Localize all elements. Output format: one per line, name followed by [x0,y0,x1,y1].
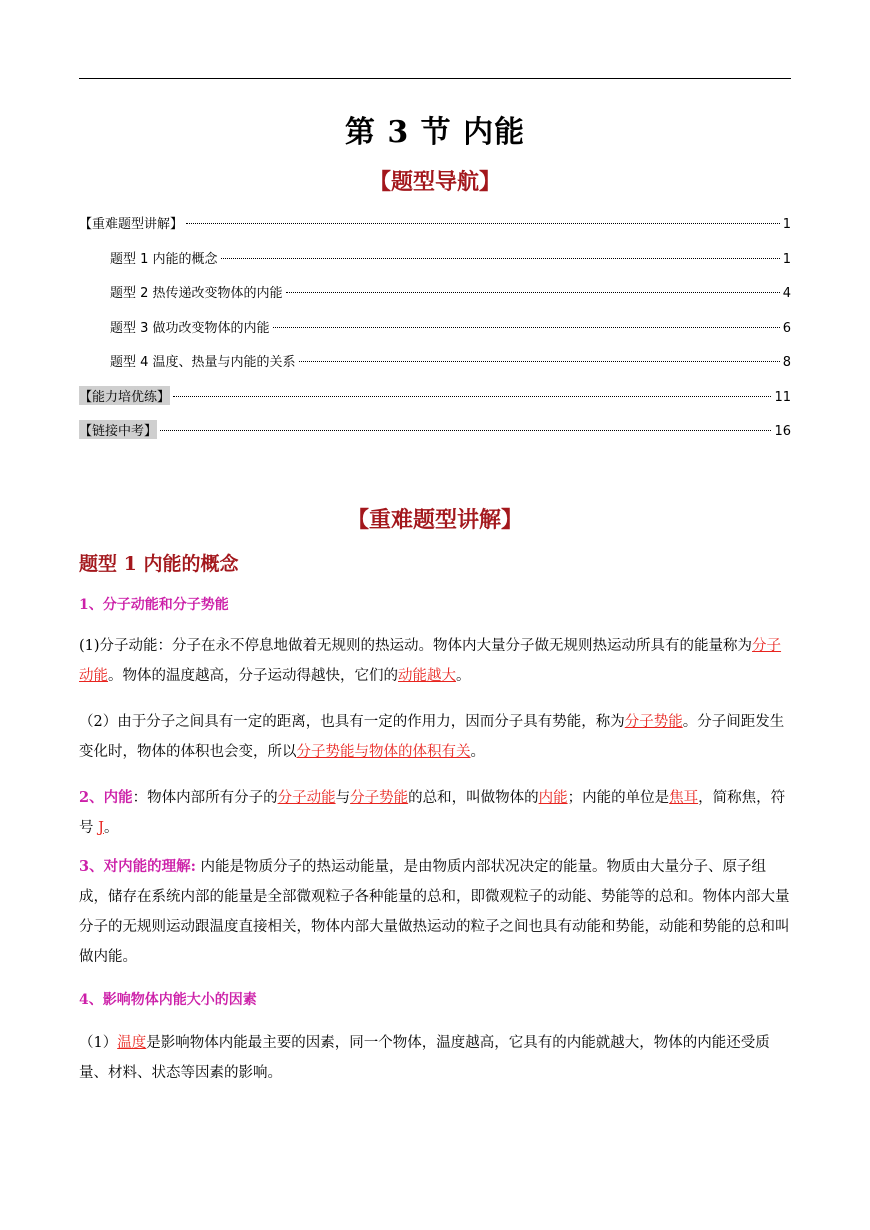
toc-label: 题型 4 温度、热量与内能的关系 [110,355,296,370]
toc-page-number: 1 [782,251,791,267]
toc-page-number: 16 [774,424,791,439]
toc-leader [173,396,771,397]
header-rule [79,78,791,79]
answer-blank: 分子动能 [277,790,336,806]
paragraph-molecular-kinetic-energy [79,631,792,691]
toc-leader [221,258,780,259]
toc-entry[interactable] [79,282,791,317]
text: 与 [335,790,351,806]
table-of-contents [79,213,791,455]
toc-entry[interactable] [79,386,791,421]
topic-heading: 题型 1 内能的概念 [79,553,239,575]
text: （1） [79,1035,118,1051]
toc-label: 题型 1 内能的概念 [110,251,218,267]
text: 是影响物体内能最主要的因素，同一个物体，温度越高，它具有的内能就越大，物体的内能还受质量、材料、状态等因素的影响。 [79,1035,770,1081]
subsection-heading: 3、对内能的理解: [79,858,196,875]
toc-leader [160,430,771,431]
toc-entry[interactable] [79,248,791,283]
subsection-heading: 4、影响物体内能大小的因素 [79,992,257,1008]
page-title: 第 3 节 内能 [344,115,526,150]
answer-blank: 分子势能 [350,790,409,806]
text: 。 [456,668,471,684]
toc-label: 题型 3 做功改变物体的内能 [110,320,270,336]
paragraph-influencing-factors [79,1028,792,1088]
subsection-heading: 1、分子动能和分子势能 [79,597,229,613]
answer-blank: 分子势能 [624,714,683,730]
text: 。分子间距发生变化时，物体的体积也会变，所以 [79,714,785,760]
toc-page-number: 1 [782,217,791,232]
paragraph-understanding-internal-energy [79,852,792,972]
toc-label: 【链接中考】 [79,420,157,439]
paragraph-internal-energy-definition [79,783,792,843]
answer-blank: 温度 [117,1035,147,1051]
answer-blank: 分子动能 [79,638,782,684]
toc-leader [273,327,780,328]
toc-page-number: 8 [782,355,791,370]
answer-blank: 动能越大 [398,668,456,684]
toc-page-number: 4 [782,286,791,301]
text: （2）由于分子之间具有一定的距离，也具有一定的作用力，因而分子具有势能，称为 [79,714,625,730]
toc-entry[interactable] [79,213,791,248]
toc-page-number: 6 [782,320,791,336]
toc-entry[interactable] [79,420,791,455]
text: ，简称焦，符号 [79,790,786,836]
text: 。 [103,820,119,836]
text: ；内能的单位是 [567,790,670,806]
text: 的总和，叫做物体的 [408,790,539,806]
toc-leader [299,361,780,362]
section-title: 【重难题型讲解】 [346,507,523,533]
text: (1)分子动能：分子在永不停息地做着无规则的热运动。物体内大量分子做无规则热运动所具有的能量称为 [79,638,753,654]
text: 内能是物质分子的热运动能量，是由物质内部状况决定的能量。物质由大量分子、原子组成，储存在系统内部的能量是全部微观粒子各种能量的总和，即微观粒子的动能、势能等的总和。物体内部大量分子的无规则运动跟温度直接相关，物体内部大量做热运动的粒子之间也具有动能和势能，动能和势能的总和叫做内能。 [79,859,790,965]
toc-label: 【能力培优练】 [79,386,170,405]
toc-entry[interactable] [79,317,791,352]
text: 。物体的温度越高，分子运动得越快，它们的 [108,668,398,684]
toc-page-number: 11 [774,389,791,405]
toc-label: 【重难题型讲解】 [79,217,184,232]
toc-entry[interactable] [79,351,791,386]
answer-blank: J [98,820,104,836]
subsection-heading: 2、内能 [79,789,133,806]
toc-label: 题型 2 热传递改变物体的内能 [110,286,283,301]
answer-blank: 内能 [538,790,568,806]
toc-leader [186,223,780,224]
toc-leader [286,292,780,293]
nav-title: 【题型导航】 [368,169,501,195]
paragraph-molecular-potential-energy [79,707,792,767]
text: 。 [470,744,485,760]
answer-blank: 分子势能与物体的体积有关 [296,744,471,760]
answer-blank: 焦耳 [669,790,699,806]
text: ：物体内部所有分子的 [132,790,278,806]
